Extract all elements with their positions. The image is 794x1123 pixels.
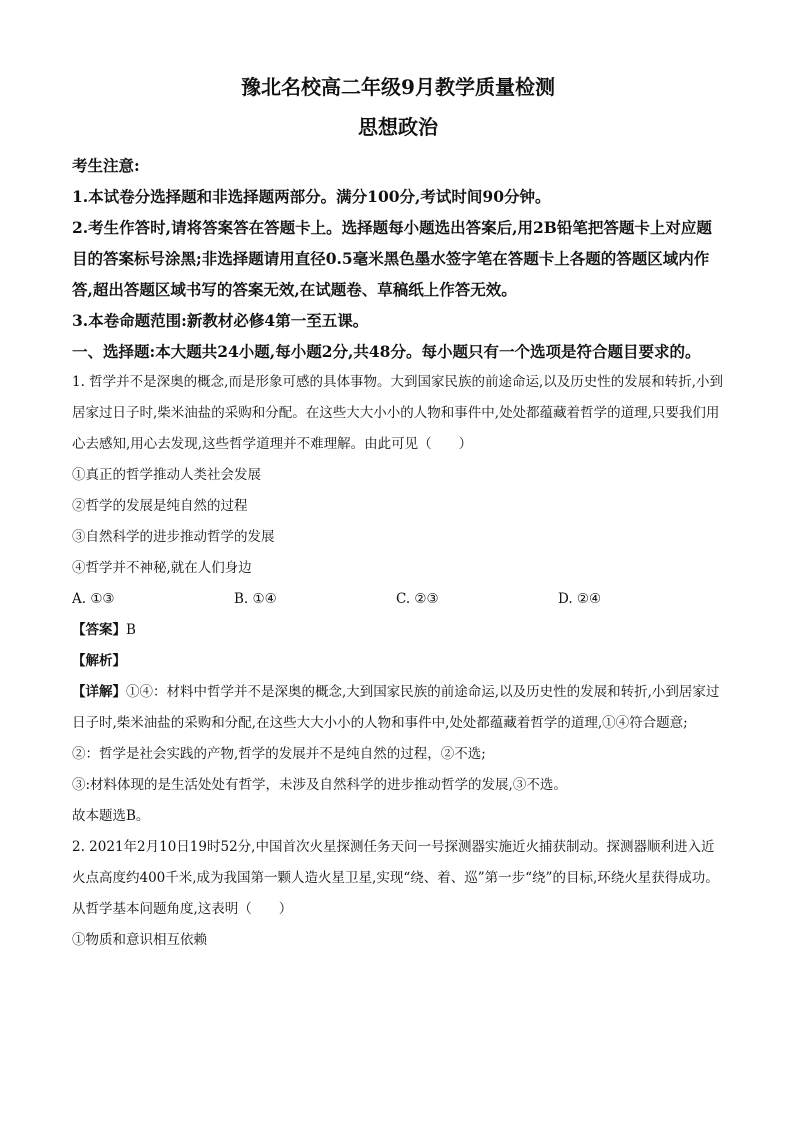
option-c: C. ②③ bbox=[396, 591, 439, 607]
detail-tag: 【详解】 bbox=[72, 684, 126, 700]
section-heading: 一、选择题:本大题共24小题,每小题2分,共48分。每小题只有一个选项是符合题目要求的。 bbox=[72, 342, 701, 361]
statement: ①真正的哲学推动人类社会发展 bbox=[72, 467, 261, 483]
answer-options bbox=[72, 584, 724, 615]
detail-text: ②：哲学是社会实践的产物,哲学的发展并不是纯自然的过程，②不选; bbox=[72, 746, 486, 762]
notice-item: 3.本卷命题范围:新教材必修4第一至五课。 bbox=[72, 311, 369, 330]
notice-item: 2.考生作答时,请将答案答在答题卡上。选择题每小题选出答案后,用2B铅笔把答题卡上对应题目的答案标号涂黑;非选择题请用直径0.5毫米黑色墨水签字笔在答题卡上各题的答题区域内作答,超出答题区域书写的答案无效,在试题卷、草稿纸上作答无效。 bbox=[72, 218, 712, 299]
question-2 bbox=[72, 832, 724, 956]
exam-page bbox=[72, 60, 724, 956]
notice-heading: 考生注意: bbox=[72, 156, 140, 175]
notice-item: 1.本试卷分选择题和非选择题两部分。满分100分,考试时间90分钟。 bbox=[72, 187, 551, 206]
statement: ③自然科学的进步推动哲学的发展 bbox=[72, 529, 275, 545]
statement: ④哲学并不神秘,就在人们身边 bbox=[72, 560, 252, 576]
subject-title: 思想政治 bbox=[358, 115, 438, 139]
answer-line bbox=[72, 615, 724, 646]
analysis-tag: 【解析】 bbox=[72, 653, 126, 669]
analysis-line bbox=[72, 646, 724, 677]
answer-value: B bbox=[126, 622, 136, 638]
option-a: A. ①③ bbox=[72, 591, 115, 607]
detail-conclusion: 故本题选B。 bbox=[72, 808, 150, 824]
exam-title: 豫北名校高二年级9月教学质量检测 bbox=[241, 75, 555, 99]
answer-tag: 【答案】 bbox=[72, 622, 126, 638]
option-b: B. ①④ bbox=[234, 591, 277, 607]
detail-line bbox=[72, 677, 724, 739]
question-stem: 2. 2021年2月10日19时52分,中国首次火星探测任务天问一号探测器实施近火捕获制动。探测器顺利进入近火点高度约400千米,成为我国第一颗人造火星卫星,实现“绕、着、巡”第一步“绕”的目标,环绕火星获得成功。从哲学基本问题角度,这表明（ ） bbox=[72, 839, 719, 917]
statement: ②哲学的发展是纯自然的过程 bbox=[72, 498, 248, 514]
exam-notice bbox=[72, 150, 724, 336]
statement: ①物质和意识相互依赖 bbox=[72, 932, 207, 948]
detail-text: ①④：材料中哲学并不是深奥的概念,大到国家民族的前途命运,以及历史性的发展和转折,小到居家过日子时,柴米油盐的采购和分配,在这些大大小小的人物和事件中,处处都蕴藏着哲学的道理,①④符合题意; bbox=[72, 684, 720, 731]
question-stem: 1. 哲学并不是深奥的概念,而是形象可感的具体事物。大到国家民族的前途命运,以及历史性的发展和转折,小到居家过日子时,柴米油盐的采购和分配。在这些大大小小的人物和事件中,处处都蕴藏着哲学的道理,只要我们用心去感知,用心去发现,这些哲学道理并不难理解。由此可见（ ） bbox=[72, 374, 724, 452]
option-d: D. ②④ bbox=[558, 591, 602, 607]
question-1 bbox=[72, 367, 724, 832]
detail-text: ③:材料体现的是生活处处有哲学，未涉及自然科学的进步推动哲学的发展,③不选。 bbox=[72, 777, 567, 793]
